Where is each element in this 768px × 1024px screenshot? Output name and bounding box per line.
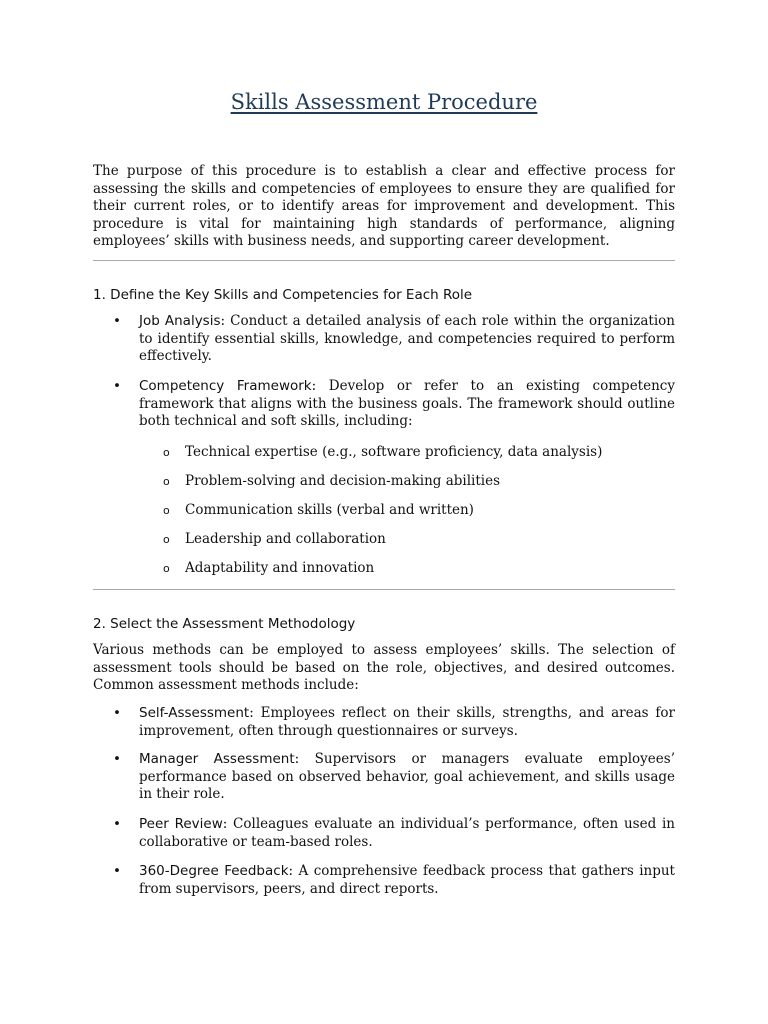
list-item-text: : Conduct a detailed analysis of each role within the organization to identify essential skills, knowledge, and competencies required to perform effectively. xyxy=(139,313,675,364)
divider xyxy=(93,589,675,590)
list-item-term: Manager Assessment xyxy=(139,751,295,767)
list-item-text: : Supervisors or managers evaluate employees’ performance based on observed behavior, goal achievement, and skills usage in their role. xyxy=(139,751,675,802)
list-item-text: : Develop or refer to an existing competency framework that aligns with the business goals. The framework should outline both technical and soft skills, including: xyxy=(139,378,675,429)
divider xyxy=(93,260,675,261)
section-heading-1: 1. Define the Key Skills and Competencies for Each Role xyxy=(93,287,473,303)
bullet-icon: • xyxy=(113,705,121,721)
list-item-text: : A comprehensive feedback process that gathers input from supervisors, peers, and direct reports. xyxy=(139,863,675,897)
bullet-icon: • xyxy=(113,378,121,394)
list-item-term: Self-Assessment xyxy=(139,705,250,721)
bullet-icon: • xyxy=(113,313,121,329)
list-item-text: : Colleagues evaluate an individual’s performance, often used in collaborative or team-based roles. xyxy=(139,816,676,850)
circle-bullet-icon: o xyxy=(163,446,170,459)
circle-bullet-icon: o xyxy=(163,533,170,546)
intro-paragraph: The purpose of this procedure is to establish a clear and effective process for assessing the skills and competencies of employees to ensure they are qualified for their current roles, or to identify areas for improvement and development. This procedure is vital for maintaining high standards of performance, aligning employees’ skills with business needs, and supporting career development. xyxy=(93,163,675,249)
bullet-icon: • xyxy=(113,816,121,832)
page-title: Skills Assessment Procedure xyxy=(230,90,538,114)
list-item-term: 360-Degree Feedback xyxy=(139,863,289,879)
list-item-text: : Employees reflect on their skills, strengths, and areas for improvement, often through questionnaires or surveys. xyxy=(139,705,675,739)
section2-intro: Various methods can be employed to assess employees’ skills. The selection of assessment tools should be based on the role, objectives, and desired outcomes. Common assessment methods include: xyxy=(93,642,675,693)
circle-bullet-icon: o xyxy=(163,475,170,488)
bullet-icon: • xyxy=(113,751,121,767)
circle-bullet-icon: o xyxy=(163,562,170,575)
list-item-term: Peer Review xyxy=(139,816,223,832)
circle-bullet-icon: o xyxy=(163,504,170,517)
list-item-term: Competency Framework xyxy=(139,378,312,394)
list-item-term: Job Analysis xyxy=(139,313,221,329)
section-heading-2: 2. Select the Assessment Methodology xyxy=(93,616,356,632)
bullet-icon: • xyxy=(113,863,121,879)
